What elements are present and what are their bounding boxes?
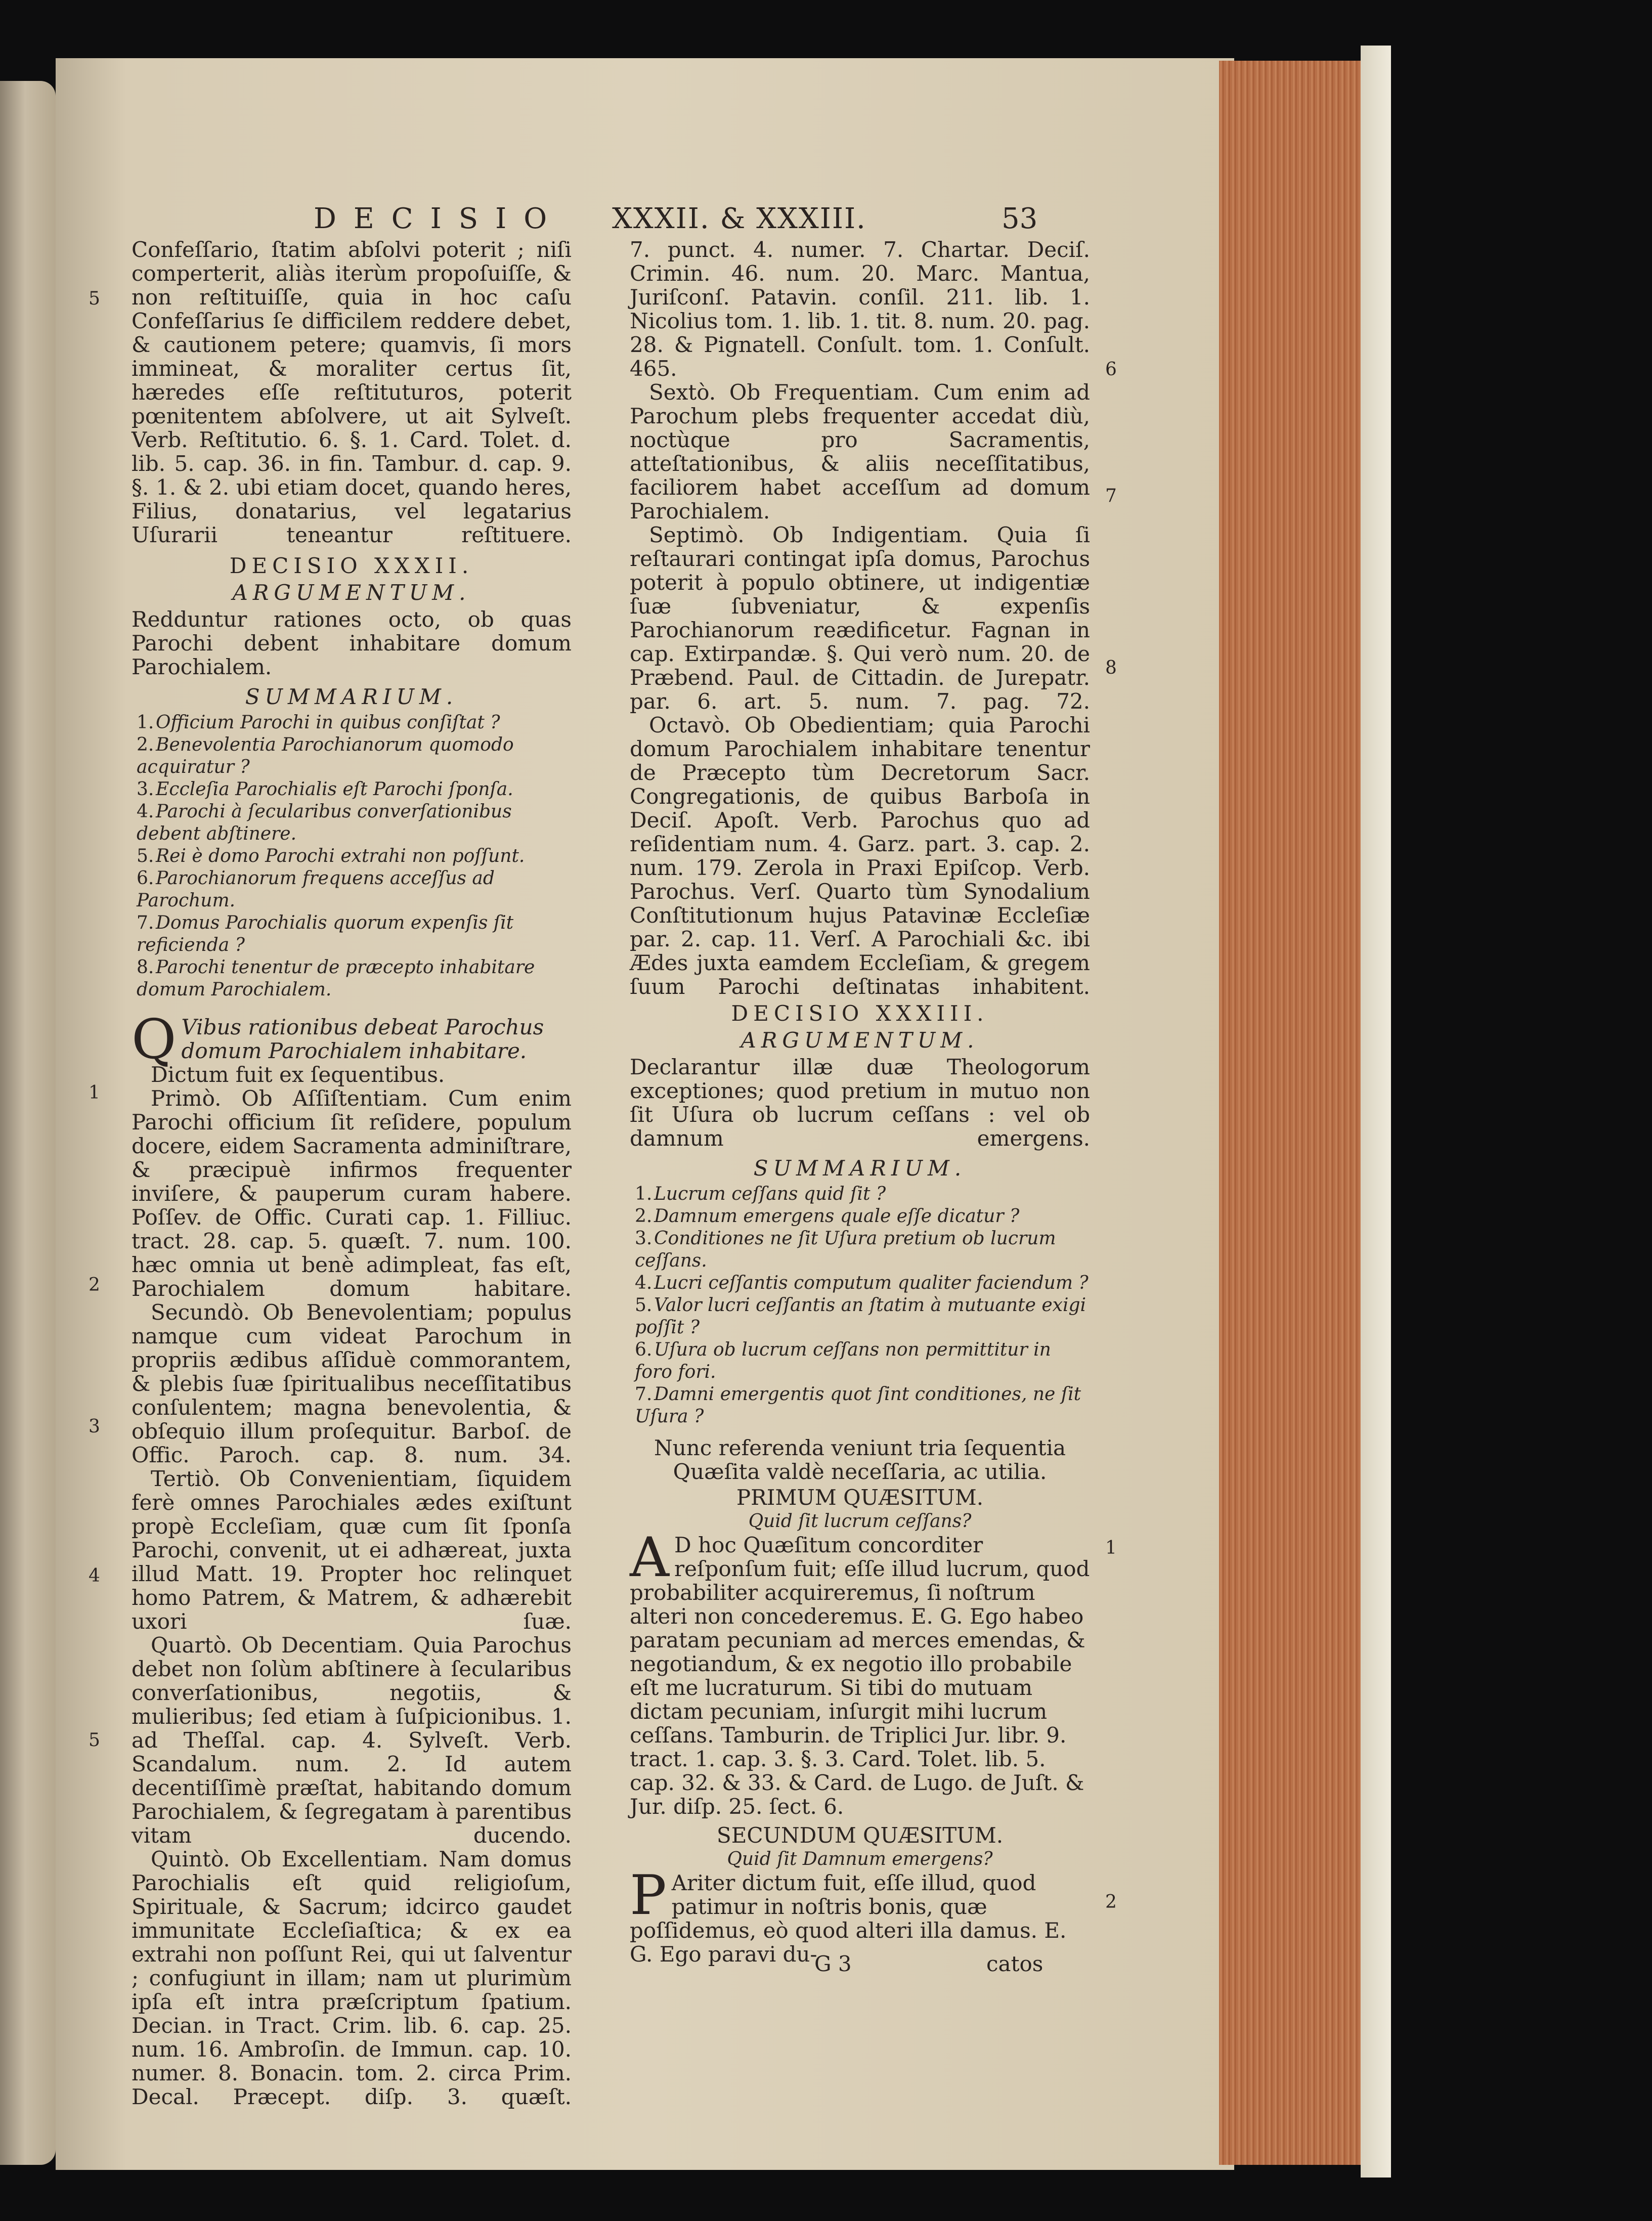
summary-item: 5. Rei è domo Parochi extrahi non poſſunt. — [137, 846, 525, 866]
paragraph-primo: Primò. Ob Aſſiſtentiam. Cum enim Parochi officium ſit reſidere, populum docere, eidem Sacramenta adminiſtrare, & præcipuè infirmos frequenter inviſere, & pauperum curam habere. Poſſev. de Offic. Curati cap. 1. Filliuc. tract. 28. cap. 5. quæſt. 7. num. 100. hæc omnia ut benè adimpleat, fas eſt, Parochialem domum habitare. — [132, 1086, 572, 1301]
right-argumentum-heading: ARGUMENTUM. — [741, 1028, 979, 1053]
quibus-text: Vibus rationibus debeat Parochus domum Parochialem inhabitare. — [181, 1015, 544, 1063]
nunc-referenda: Nunc referenda veniunt tria ſequentia Quæſita valdè neceſſaria, ac utilia. — [654, 1435, 1066, 1484]
paragraph-sexto: Sextò. Ob Frequentiam. Cum enim ad Parochum plebs frequenter accedat diù, noctùque pro Sacramentis, atteſtationibus, & aliis neceſſitatibus, faciliorem habet acceſſum ad domum Parochialem. — [630, 380, 1090, 524]
secundum-quaesitum-heading: SECUNDUM QUÆSITUM. — [716, 1823, 1004, 1848]
drop-cap-q: Q — [132, 1008, 177, 1071]
margin-number: 2 — [89, 1275, 100, 1295]
paragraph-octavo: Octavò. Ob Obedientiam; quia Parochi domum Parochialem inhabitare tenentur de Præcepto tùm Decretorum Sacr. Congregationis, de quibus Barboſa in Deciſ. Apoſt. Verb. Parochus quo ad reſidentiam num. 4. Garz. part. 3. cap. 2. num. 179. Zerola in Praxi Epiſcop. Verb. Parochus. Verſ. Quarto tùm Synodalium Conſtitutionum hujus Patavinæ Eccleſiæ par. 2. cap. 11. Verſ. A Parochiali &c. ibi Ædes juxta eamdem Eccleſiam, & gregem ſuum Parochi deſtinatas inhabitent. — [630, 713, 1090, 999]
left-quibus-paragraph — [132, 1008, 572, 1071]
margin-number: 1 — [89, 1082, 100, 1103]
right-column — [630, 238, 1090, 1966]
running-head-word: DECISIO — [314, 202, 564, 235]
summary-item: 5. Valor lucri ceſſantis an ſtatim à mutuante exigi poſſit ? — [635, 1295, 1086, 1338]
running-head — [314, 202, 1113, 233]
paragraph-quinto: Quintò. Ob Excellentiam. Nam domus Parochialis eſt quid religioſum, Spirituale, & Sacrum; idcirco gaudet immunitate Eccleſiaſtica; & ex ea extrahi non poſſunt Rei, qui ut ſalventur ; confugiunt in illam; nam ut plurimùm ipſa eſt intra præſcriptum ſpatium. Decian. in Tract. Crim. lib. 6. cap. 25. num. 16. Ambroſin. de Immun. cap. 10. numer. 8. Bonacin. tom. 2. circa Prim. Decal. Præcept. diſp. 3. quæſt. — [132, 1847, 572, 2109]
left-column — [132, 238, 572, 2109]
drop-cap-p: P — [630, 1864, 667, 1927]
running-head-numbers: XXXII. & XXXIII. — [612, 202, 866, 235]
margin-number: 5 — [89, 1730, 100, 1751]
left-argument-text: Redduntur rationes octo, ob quas Parochi debent inhabitare domum Parochialem. — [132, 607, 572, 679]
right-decisio-heading: DECISIO XXXIII. — [731, 1001, 989, 1026]
secundum-quaesitum-question: Quid ſit Damnum emergens? — [727, 1849, 993, 1869]
paragraph-tertio: Tertiò. Ob Convenientiam, ſiquidem ferè omnes Parochiales ædes exiſtunt propè Eccleſiam, quæ cum ſit ſponſa Parochi, convenit, ut ei adhæreat, juxta illud Matt. 19. Propter hoc relinquet homo Patrem, & Matrem, & adhærebit uxori ſuæ. — [132, 1466, 572, 1634]
right-continuation: 7. punct. 4. numer. 7. Chartar. Deciſ. Crimin. 46. num. 20. Marc. Mantua, Juriſconſ. Patavin. conſil. 211. lib. 1. Nicolius tom. 1. lib. 1. tit. 8. num. 20. pag. 28. & Pignatell. Conſult. tom. 1. Conſult. 465. — [630, 237, 1090, 381]
drop-cap-a: A — [630, 1526, 669, 1589]
summary-item: 1. Officium Parochi in quibus conſiſtat ? — [137, 712, 500, 733]
left-summary-list — [132, 712, 572, 1001]
left-intro: Confeſſario, ſtatim abſolvi poterit ; niſi comperterit, aliàs iterùm propoſuiſſe, & non reſtituiſſe, quia in hoc caſu Confeſſarius ſe difficilem reddere debet, & cautionem petere; quamvis, ſi mors immineat, & moraliter certus ſit, hæredes eſſe reſtituturos, poterit pœnitentem abſolvere, ut ait Sylveſt. Verb. Reſtitutio. 6. §. 1. Card. Tolet. d. lib. 5. cap. 36. in fin. Tambur. d. cap. 9. §. 1. & 2. ubi etiam docet, quando heres, Filius, donatarius, vel legatarius Uſurarii teneantur reſtituere. — [132, 237, 572, 547]
paragraph-quarto: Quartò. Ob Decentiam. Quia Parochus debet non ſolùm abſtinere à ſecularibus converſationibus, negotiis, & mulieribus; ſed etiam à ſuſpicionibus. 1. ad Theſſal. cap. 4. Sylveſt. Verb. Scandalum. num. 2. Id autem decentiſſimè præſtat, habitando domum Parochialem, & ſegregatam à parentibus vitam ducendo. — [132, 1633, 572, 1848]
secundum-text: Ariter dictum fuit, eſſe illud, quod patimur in noſtris bonis, quæ poſſidemus, eò quod alteri illa damus. E. G. Ego paravi du- — [630, 1870, 1067, 1967]
margin-number: 4 — [89, 1565, 100, 1586]
primum-quaesitum-question: Quid ſit lucrum ceſſans? — [748, 1511, 972, 1532]
paragraph-septimo: Septimò. Ob Indigentiam. Quia ſi reſtaurari contingat ipſa domus, Parochus poterit à populo obtinere, ut indigentiæ ſuæ ſubveniatur, & expenſis Parochianorum reædificetur. Fagnan in cap. Extirpandæ. §. Qui verò num. 20. de Præbend. Paul. de Cittadin. de Jurepatr. par. 6. art. 5. num. 7. pag. 72. — [630, 522, 1090, 714]
page-number: 53 — [1002, 202, 1038, 235]
right-summarium-heading: SUMMARIUM. — [753, 1156, 967, 1181]
signature-line — [814, 1951, 1123, 1976]
summary-item: 4. Lucri ceſſantis computum qualiter faciendum ? — [635, 1273, 1089, 1293]
book-cover-board — [1361, 46, 1391, 2178]
summary-item: 6. Parochianorum frequens acceſſus ad Parochum. — [137, 868, 495, 911]
summary-item: 2. Benevolentia Parochianorum quomodo acquiratur ? — [137, 734, 514, 777]
summary-item: 3. Conditiones ne ſit Uſura pretium ob lucrum ceſſans. — [635, 1228, 1056, 1271]
summary-item: 6. Uſura ob lucrum ceſſans non permittitur in foro fori. — [635, 1339, 1051, 1382]
right-argument-text: Declarantur illæ duæ Theologorum exceptiones; quod pretium in mutuo non ſit Uſura ob lucrum ceſſans : vel ob damnum emergens. — [630, 1055, 1090, 1151]
summary-item: 4. Parochi à ſecularibus converſationibus debent abſtinere. — [137, 801, 512, 844]
margin-number: 7 — [1105, 486, 1117, 506]
primum-text: D hoc Quæſitum concorditer reſponſum fuit; eſſe illud lucrum, quod probabiliter acquireremus, ſi noſtrum alteri non concederemus. E. G. Ego habeo paratam pecuniam ad merces emendas, & negotiandum, & ex negotio illo probabile eſt me lucraturum. Si tibi do mutuam dictam pecuniam, inſurgit mihi lucrum ceſſans. Tamburin. de Triplici Jur. libr. 9. tract. 1. cap. 3. §. 3. Card. Tolet. lib. 5. cap. 32. & 33. & Card. de Lugo. de Juſt. & Jur. diſp. 25. ſect. 6. — [630, 1533, 1090, 1819]
margin-number: 5 — [89, 288, 100, 309]
margin-number: 8 — [1105, 658, 1117, 678]
margin-number: 3 — [89, 1416, 100, 1437]
margin-number: 1 — [1105, 1538, 1117, 1558]
summary-item: 8. Parochi tenentur de præcepto inhabitare domum Parochialem. — [137, 957, 535, 1000]
right-summary-list — [630, 1183, 1090, 1428]
left-summarium-heading: SUMMARIUM. — [245, 684, 458, 709]
left-decisio-heading: DECISIO XXXII. — [229, 553, 474, 578]
paragraph-secundo: Secundò. Ob Benevolentiam; populus namque cum videat Parochum in propriis ædibus aſſiduè commorantem, & plebis ſuæ ſpiritualibus neceſſitatibus conſulentem; magna benevolentia, & obſequio illum proſequitur. Barboſ. de Offic. Paroch. cap. 8. num. 34. — [132, 1300, 572, 1467]
summary-item: 7. Damni emergentis quot ſint conditiones, ne ſit Uſura ? — [635, 1384, 1081, 1427]
signature-mark: G 3 — [814, 1951, 852, 1976]
summary-item: 1. Lucrum ceſſans quid ſit ? — [635, 1184, 886, 1204]
primum-paragraph — [630, 1526, 1090, 1819]
catchword: catos — [986, 1951, 1044, 1976]
summary-item: 7. Domus Parochialis quorum expenſis ſit reficienda ? — [137, 912, 514, 955]
fore-edge — [1219, 61, 1361, 2165]
facing-page-edge — [0, 81, 56, 2165]
primum-quaesitum-heading: PRIMUM QUÆSITUM. — [736, 1485, 984, 1510]
margin-number: 2 — [1105, 1892, 1117, 1912]
summary-item: 3. Eccleſia Parochialis eſt Parochi ſponſa. — [137, 779, 513, 800]
margin-number: 6 — [1105, 359, 1117, 380]
left-argumentum-heading: ARGUMENTUM. — [232, 580, 471, 605]
dictum-line: Dictum fuit ex ſequentibus. — [151, 1062, 445, 1087]
summary-item: 2. Damnum emergens quale eſſe dicatur ? — [635, 1206, 1020, 1227]
